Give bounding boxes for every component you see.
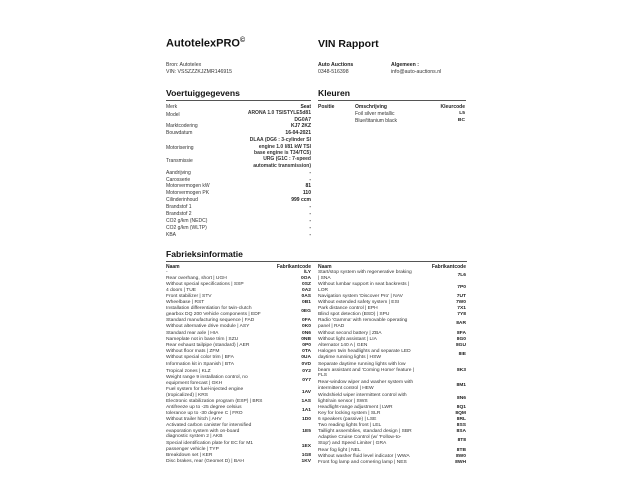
options-col-name-right: Naam xyxy=(318,264,332,270)
vehicle-label-co2-nedc: CO2 g/km (NEDC) xyxy=(166,218,208,224)
option-item: Blind spot detection (BSD) | SPU xyxy=(318,312,390,317)
vehicle-value-model: ARONA 1.0 TSISTYLE5d81 DG0A7 xyxy=(247,110,311,123)
option-code: 8IE xyxy=(458,352,466,357)
colors-col-position: Positie xyxy=(318,104,335,110)
option-item: Halogen twin headlights and separate LED daytime running lights | HSW xyxy=(318,349,411,360)
option-code: 1KV xyxy=(301,459,311,464)
option-item: Without alternative drive module | ASY xyxy=(166,324,250,329)
option-item: Standard rear axle | HIA xyxy=(166,331,219,336)
vehicle-label-fuel-1: Brandstof 1 xyxy=(166,204,192,210)
option-code: 0P0 xyxy=(302,343,311,348)
option-item: Alternator 140 A | GEN xyxy=(318,343,368,348)
option-code: 8K3 xyxy=(457,368,466,373)
option-code: 8FA xyxy=(457,331,466,336)
option-item: Without second battery | ZBA xyxy=(318,331,382,336)
option-code: 7X1 xyxy=(457,306,466,311)
option-code: 0K0 xyxy=(302,324,311,329)
vehicle-label-build-date: Bouwdatum xyxy=(166,130,193,136)
option-code: 0UA xyxy=(301,355,311,360)
option-item: Separate daytime running lights with low beam assistant and 'Coming Home' feature | FLS xyxy=(318,362,415,379)
option-item: Rear fog light | NEL xyxy=(318,448,361,453)
option-item: Disc brakes, rear (Geomet D) | BAH xyxy=(166,459,244,464)
document-title: VIN Rapport xyxy=(318,38,379,50)
option-item: 6 speakers (passive) | LSE xyxy=(318,417,377,422)
option-code: 0AS xyxy=(301,294,311,299)
vehicle-label-make: Merk xyxy=(166,104,178,110)
option-code: 7L6 xyxy=(457,273,466,278)
option-code: 0B1 xyxy=(302,300,311,305)
color-row-code: L5 xyxy=(459,111,465,116)
option-item: Special identification plate for EC for M1 passenger vehicle | TYP xyxy=(166,441,253,452)
option-code: 8TB xyxy=(456,448,466,453)
vehicle-value-drive: - xyxy=(309,170,311,176)
option-item: Radio 'Gamma' with removable operating panel | RAD xyxy=(318,318,408,329)
vehicle-label-co2-wltp: CO2 g/km (WLTP) xyxy=(166,225,207,231)
general-label: Algemeen : xyxy=(391,62,419,68)
option-item: Without light assistant | LIA xyxy=(318,337,377,342)
vehicle-divider xyxy=(166,100,311,101)
option-item: Without extended safety system | ESI xyxy=(318,300,400,305)
color-row-description: Blue/titanium black xyxy=(355,118,397,124)
option-item: Park distance control | EPH xyxy=(318,306,378,311)
vehicle-value-market-code: KJ7 2KZ xyxy=(290,123,311,129)
colors-col-code: Kleurcode xyxy=(440,104,465,110)
source-label: Bron: Autotelex xyxy=(166,62,202,68)
colors-col-description: Omschrijving xyxy=(355,104,387,110)
options-divider xyxy=(166,261,467,262)
option-item: Electronic stabilization program (ESP) | BRS xyxy=(166,399,263,404)
option-code: 7UT xyxy=(456,294,466,299)
option-item: Weight range 9 installation control, no equipment forecast | GKH xyxy=(166,375,248,386)
vehicle-section-title: Voertuiggegevens xyxy=(166,88,240,98)
option-code: 8GU xyxy=(455,343,466,348)
vehicle-label-kba: KBA xyxy=(166,232,177,238)
vehicle-value-kba: - xyxy=(309,232,311,238)
vehicle-value-make: Seat xyxy=(300,104,311,110)
option-item: Key for locking system | SLR xyxy=(318,411,381,416)
option-item: Rear-window wiper and washer system with intermittent control | HEW xyxy=(318,380,414,391)
vehicle-label-power-hp: Motorvermogen PK xyxy=(166,190,210,196)
vehicle-value-transmission: URG (G1C : 7-speed automatic transmission) xyxy=(253,156,311,169)
option-item: Without special color trim | BFA xyxy=(166,355,234,360)
vehicle-label-displacement: Cilinderinhoud xyxy=(166,197,198,203)
option-item: Tropical zones | KLZ xyxy=(166,369,211,374)
option-code: 0NB xyxy=(301,337,311,342)
option-item: Headlight-range adjustment | LWR xyxy=(318,405,393,410)
vehicle-value-power-hp: 110 xyxy=(302,190,311,196)
option-item: Navigation system 'Discover Pro' | NAV xyxy=(318,294,403,299)
color-row-code: BC xyxy=(457,118,465,123)
option-item: Without trailer hitch | AHV xyxy=(166,417,222,422)
option-code: 0VD xyxy=(301,362,311,367)
vehicle-label-fuel-2: Brandstof 2 xyxy=(166,211,192,217)
option-item: Activated carbon canister for intensified evaporation system with on-board diagnostic system 2 | AKB xyxy=(166,423,252,440)
options-section-title: Fabrieksinformatie xyxy=(166,249,243,259)
colors-section-title: Kleuren xyxy=(318,88,350,98)
vehicle-value-build-date: 16-04-2021 xyxy=(285,130,311,136)
option-item: Without special specifications | SSP xyxy=(166,282,244,287)
option-code: 0Y7 xyxy=(302,378,311,383)
option-item: Start/stop system with regenerative braking | SNA xyxy=(318,270,412,281)
option-code: 0TA xyxy=(302,349,311,354)
option-item: Standard manufacturing sequence | FAD xyxy=(166,318,255,323)
contact-phone: 0348-516398 xyxy=(318,69,349,75)
option-code: 8AR xyxy=(456,321,466,326)
vehicle-value-engine: DLAA (DG6 : 3-cylinder SI engine 1.0 l/81 kW TSI base engine is T34/TC5) xyxy=(249,137,311,157)
option-code: 8SS xyxy=(456,423,466,428)
vehicle-label-body: Carosserie xyxy=(166,177,191,183)
vehicle-label-power-kw: Motorvermogen kW xyxy=(166,183,210,189)
vehicle-value-body: - xyxy=(309,177,311,183)
option-code: 8WH xyxy=(455,460,466,465)
option-code: 0N6 xyxy=(302,331,311,336)
vin-label: VIN: VSSZZZKJZMR146915 xyxy=(166,69,233,75)
option-code: 1EX xyxy=(301,444,311,449)
option-code: 0SZ xyxy=(302,282,311,287)
option-code: 8QM xyxy=(455,411,466,416)
vehicle-label-market-code: Marktcodering xyxy=(166,123,198,129)
option-code: 0EG xyxy=(301,309,311,314)
vehicle-value-co2-wltp: - xyxy=(309,225,311,231)
option-code: 7P0 xyxy=(457,285,466,290)
vehicle-value-fuel-1: - xyxy=(309,204,311,210)
vehicle-label-engine: Motorisering xyxy=(166,145,194,151)
vehicle-value-co2-nedc: - xyxy=(309,218,311,224)
option-code: 7W0 xyxy=(455,300,466,305)
option-item: Fuel system for fuel-injected engine (tropicalized) | KRS xyxy=(166,387,244,398)
brand-logo: AutotelexPRO© xyxy=(166,37,246,50)
option-code: 0Y2 xyxy=(302,369,311,374)
option-code: 8SA xyxy=(456,429,466,434)
option-item: Without floor mats | ZFM xyxy=(166,349,220,354)
options-col-code-right: Fabrikantcode xyxy=(431,264,466,270)
option-code: 1D0 xyxy=(302,417,311,422)
option-item: Breakdown set | KER xyxy=(166,453,213,458)
vehicle-value-fuel-2: - xyxy=(309,211,311,217)
option-code: 8W0 xyxy=(455,454,466,459)
option-code: 8Q1 xyxy=(456,405,466,410)
option-item: Nameplate not in base trim | SZU xyxy=(166,337,239,342)
option-item: Adaptive Cruise Control (w/ 'Follow-to- Stop') and Speed Limiter | GRA xyxy=(318,435,402,446)
option-code: 1E5 xyxy=(302,429,311,434)
option-item: Without washer fluid level indicator | WWA xyxy=(318,454,410,459)
option-code: 8G0 xyxy=(456,337,466,342)
option-item: Without lumbar support in seat backrests | LOR xyxy=(318,282,410,293)
general-email: info@auto-auctions.nl xyxy=(391,69,442,75)
color-row-description: Foil silver metallic xyxy=(355,111,395,117)
option-code: 0FA xyxy=(302,318,311,323)
option-item: Front fog lamp and cornering lamp | NES xyxy=(318,460,407,465)
option-code: 0A2 xyxy=(302,288,311,293)
option-item: Rear exhaust tailpipe (standard) | AER xyxy=(166,343,250,348)
option-code: 8M1 xyxy=(456,383,466,388)
option-item: Front stabilizer | STV xyxy=(166,294,212,299)
option-item: 4 doors | TUE xyxy=(166,288,196,293)
option-code: 1G8 xyxy=(301,453,311,458)
option-code: 7Y8 xyxy=(457,312,466,317)
contact-name: Auto Auctions xyxy=(318,62,354,68)
option-item: Wheelbase | RST xyxy=(166,300,205,305)
vehicle-value-power-kw: 81 xyxy=(305,183,311,189)
vehicle-value-displacement: 999 ccm xyxy=(291,197,311,203)
option-item: Rear overhang, short | UGH xyxy=(166,276,227,281)
option-code: 8RL xyxy=(456,417,466,422)
option-code: 1A1 xyxy=(302,408,311,413)
option-item: Two reading lights front | LEL xyxy=(318,423,382,428)
option-item: Installation differentiation for twin-clutch gearbox DQ 200 Vehicle components | EDF xyxy=(166,306,261,317)
option-item: Windshield wiper intermittent control with light/rain sensor | SWS xyxy=(318,393,407,404)
option-code: /LY xyxy=(303,270,311,275)
option-item: Taillight assemblies, standard design | SBR xyxy=(318,429,412,434)
option-item: Information kit in Spanish | BTA xyxy=(166,362,235,367)
option-code: 8T8 xyxy=(457,438,466,443)
vehicle-label-drive: Aandrijving xyxy=(166,170,191,176)
option-item: - xyxy=(166,270,168,275)
option-code: 0OA xyxy=(300,276,311,281)
options-col-code-left: Fabrikantcode xyxy=(276,264,311,270)
option-code: 1AV xyxy=(301,390,311,395)
vehicle-label-transmission: Transmissie xyxy=(166,158,193,164)
vehicle-label-model: Model xyxy=(166,112,180,118)
option-code: 8N6 xyxy=(457,396,466,401)
colors-divider xyxy=(318,100,466,101)
option-item: Antifreeze up to -25 degree celsius tolerance up to -30 degree C | FRO xyxy=(166,405,243,416)
option-code: 1AS xyxy=(301,399,311,404)
options-col-name-left: Naam xyxy=(166,264,180,270)
